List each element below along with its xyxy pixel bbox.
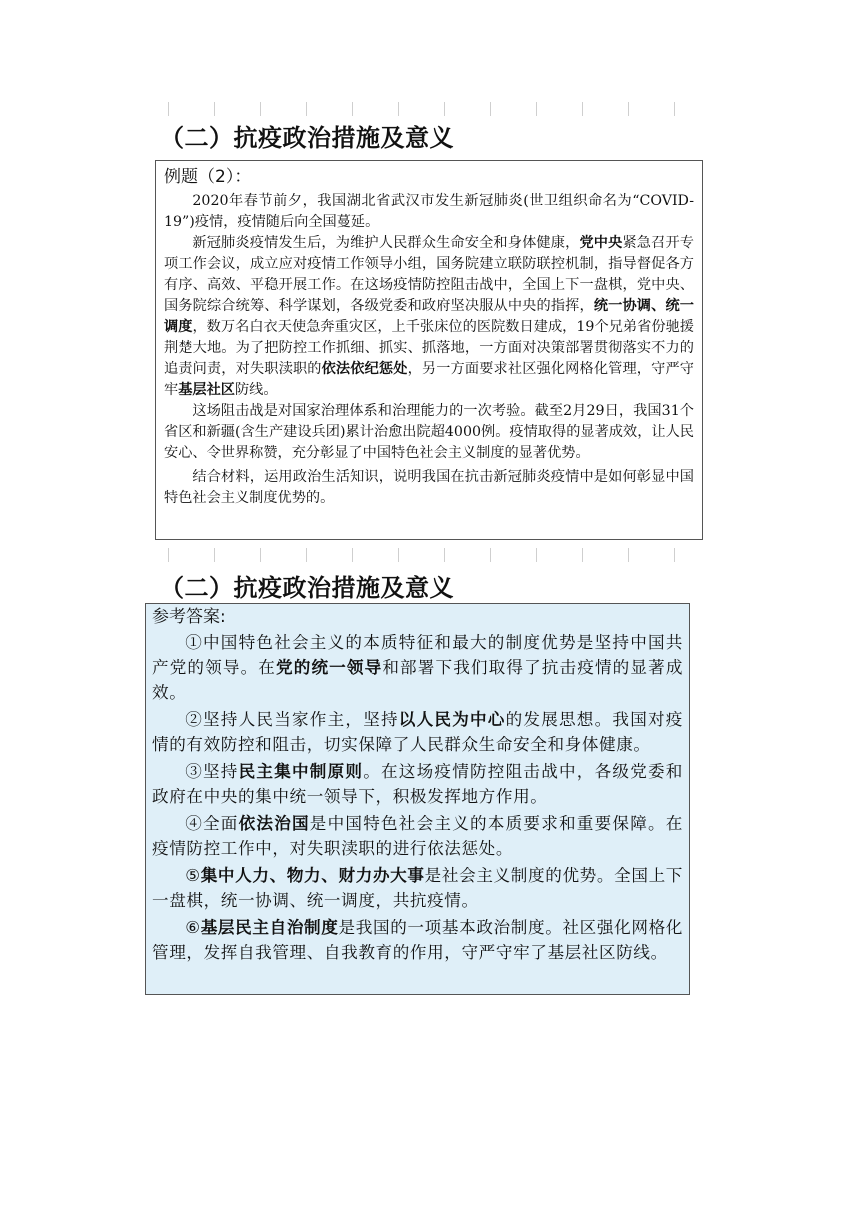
question-paragraph bbox=[164, 191, 694, 233]
answer-paragraph bbox=[152, 811, 683, 861]
answer-text: 和部署下我们取得了抗击疫情的显著成效。 bbox=[152, 658, 684, 702]
answer-key-phrase: 依法治国 bbox=[238, 814, 310, 833]
answer-paragraph bbox=[152, 707, 683, 757]
answer-text: 的发展思想。我国对疫情的有效防控和阻击，切实保障了人民群众生命安全和身体健康。 bbox=[152, 710, 684, 754]
top-tick-divider bbox=[168, 102, 688, 116]
answer-text: ②坚持人民当家作主，坚持 bbox=[185, 710, 399, 729]
answer-body bbox=[152, 630, 683, 965]
reference-answer-box bbox=[145, 603, 690, 995]
question-key-phrase: 统一协调、统一调度 bbox=[164, 298, 694, 335]
answer-key-phrase: 以人民为中心 bbox=[398, 710, 506, 729]
section-title: （二）抗疫政治措施及意义 bbox=[160, 124, 454, 152]
example-question-box bbox=[155, 160, 703, 540]
question-text: 新冠肺炎疫情发生后，为维护人民群众生命安全和身体健康， bbox=[192, 235, 580, 251]
answer-key-phrase: 民主集中制原则 bbox=[238, 762, 364, 781]
section-title-answer: （二）抗疫政治措施及意义 bbox=[160, 574, 454, 602]
answer-text: 。在这场疫情防控阻击战中，各级党委和政府在中央的集中统一领导下，积极发挥地方作用。 bbox=[152, 762, 683, 806]
question-text: 这场阻击战是对国家治理体系和治理能力的一次考验。截至2月29日，我国31个省区和新疆(含生产建设兵团)累计治愈出院超4000例。疫情取得的显著成效，让人民安心、令世界称赞，充分彰显了中国特色社会主义制度的显著优势。 bbox=[164, 403, 694, 461]
question-label: 例题（2）： bbox=[164, 167, 252, 187]
question-paragraph bbox=[164, 467, 694, 509]
question-text: ，另一方面要求社区强化网格化管理，守严守牢 bbox=[164, 361, 694, 398]
answer-paragraph bbox=[152, 630, 683, 705]
answer-text: ⑤ bbox=[185, 866, 201, 885]
question-body bbox=[164, 191, 694, 509]
question-paragraph bbox=[164, 233, 694, 401]
answer-key-phrase: 党的统一领导 bbox=[276, 658, 383, 677]
answer-text: ③坚持 bbox=[185, 762, 239, 781]
answer-text: 是我国的一项基本政治制度。社区强化网格化管理，发挥自我管理、自我教育的作用，守严守牢了基层社区防线。 bbox=[152, 918, 683, 962]
answer-text: ④全面 bbox=[185, 814, 239, 833]
question-key-phrase: 基层社区 bbox=[178, 382, 235, 398]
question-text: 结合材料，运用政治生活知识，说明我国在抗击新冠肺炎疫情中是如何彰显中国特色社会主义制度优势的。 bbox=[164, 469, 694, 506]
answer-key-phrase: 集中人力、物力、财力办大事 bbox=[200, 866, 425, 885]
answer-text: ⑥ bbox=[185, 918, 201, 937]
answer-paragraph bbox=[152, 915, 683, 965]
question-text: 紧急召开专项工作会议，成立应对疫情工作领导小组，国务院建立联防联控机制，指导督促各方有序、高效、平稳开展工作。在这场疫情防控阻击战中，全国上下一盘棋，党中央、国务院综合统筹、科学谋划，各级党委和政府坚决服从中央的指挥， bbox=[164, 235, 694, 314]
question-text: 2020年春节前夕，我国湖北省武汉市发生新冠肺炎(世卫组织命名为“COVID-19”)疫情，疫情随后向全国蔓延。 bbox=[164, 193, 694, 230]
question-paragraph bbox=[164, 401, 694, 464]
answer-text: 是社会主义制度的优势。全国上下一盘棋，统一协调、统一调度，共抗疫情。 bbox=[152, 866, 683, 910]
question-text: ，数万名白衣天使急奔重灾区，上千张床位的医院数日建成，19个兄弟省份驰援荆楚大地。为了把防控工作抓细、抓实、抓落地，一方面对决策部署贯彻落实不力的追责问责，对失职渎职的 bbox=[164, 319, 694, 377]
answer-text: ①中国特色社会主义的本质特征和最大的制度优势是坚持中国共产党的领导。在 bbox=[152, 633, 683, 677]
question-key-phrase: 党中央 bbox=[579, 235, 623, 251]
question-key-phrase: 依法依纪惩处 bbox=[321, 361, 408, 377]
answer-key-phrase: 基层民主自治制度 bbox=[200, 918, 339, 937]
middle-tick-divider bbox=[168, 548, 688, 562]
answer-paragraph bbox=[152, 759, 683, 809]
answer-text: 是中国特色社会主义的本质要求和重要保障。在疫情防控工作中，对失职渎职的进行依法惩处。 bbox=[152, 814, 683, 858]
answer-paragraph bbox=[152, 863, 683, 913]
question-text: 防线。 bbox=[234, 382, 278, 398]
answer-label: 参考答案: bbox=[152, 607, 226, 627]
